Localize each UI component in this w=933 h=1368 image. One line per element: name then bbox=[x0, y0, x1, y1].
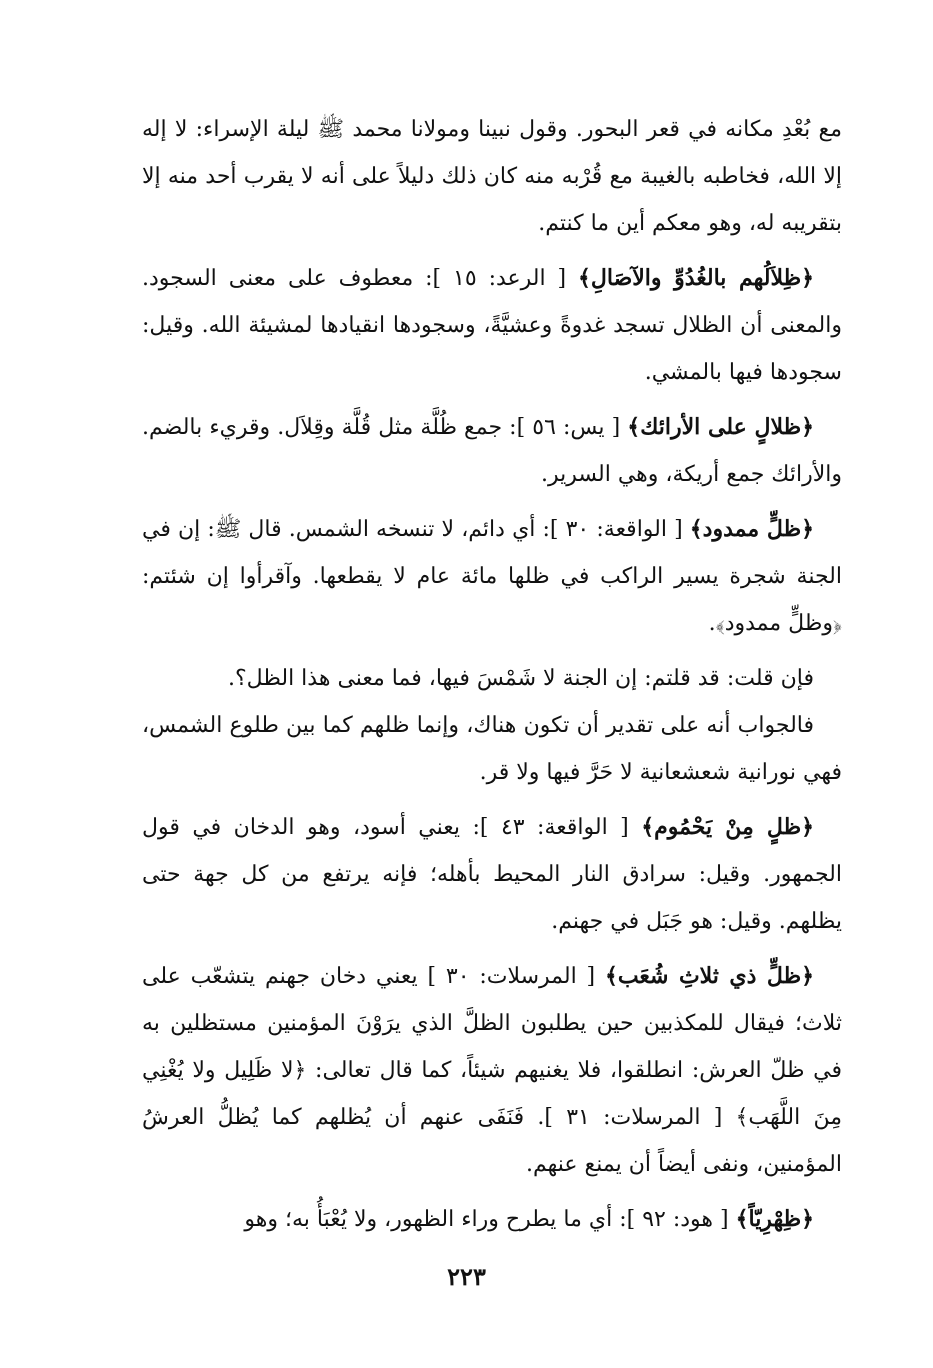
paragraph-2 bbox=[142, 255, 842, 396]
paragraph-4-text: [ الواقعة: ٣٠ ]: أي دائم، لا تنسخه الشمس. قال ﷺ: إن في الجنة شجرة يسير الراكب في ظلها مائة عام لا يقطعها. وآقرأوا إن شئتم: ﴿وظلٍّ ممدود﴾. bbox=[142, 517, 842, 636]
quran-term-7: ﴿ظلٍ مِنْ يَحْمُوم﴾ bbox=[641, 814, 814, 840]
paragraph-7 bbox=[142, 804, 842, 945]
paragraph-2-text: [ الرعد: ١٥ ]: معطوف على معنى السجود. والمعنى أن الظلال تسجد غدوةً وعشيَّةً، وسجودها انقيادها لمشيئة الله. وقيل: سجودها فيها بالمشي. bbox=[142, 266, 842, 385]
paragraph-9-text: [ هود: ٩٢ ]: أي ما يطرح وراء الظهور، ولا يُعْبَأُ به؛ وهو bbox=[244, 1207, 736, 1232]
paragraph-6-text: فالجواب أنه على تقدير أن تكون هناك، وإنما ظلهم كما بين طلوع الشمس، فهي نورانية شعشعانية لا حَرَّ فيها ولا قر. bbox=[142, 713, 842, 785]
quran-term-9: ﴿ظِهْرِيّاً﴾ bbox=[735, 1206, 814, 1232]
quran-term-3: ﴿ظلالٍ على الأرائك﴾ bbox=[627, 414, 814, 440]
paragraph-1 bbox=[142, 106, 842, 247]
paragraph-5 bbox=[142, 655, 842, 702]
quran-term-4: ﴿ظلٍّ ممدود﴾ bbox=[689, 516, 814, 542]
quran-term-2: ﴿ظِلاَلُهم بالغُدُوِّ والآصَالِ﴾ bbox=[578, 265, 814, 291]
paragraph-4 bbox=[142, 506, 842, 647]
paragraph-6 bbox=[142, 702, 842, 796]
quran-term-8: ﴿ظلٍّ ذي ثلاثِ شُعَب﴾ bbox=[604, 963, 814, 989]
paragraph-8 bbox=[142, 953, 842, 1188]
paragraph-7-text: [ الواقعة: ٤٣ ]: يعني أسود، وهو الدخان في قول الجمهور. وقيل: سرادق النار المحيط بأهله؛ فإنه يرتفع من كل جهة حتى يظلهم. وقيل: هو جَبَل في جهنم. bbox=[142, 815, 842, 934]
page-number: ٢٢٣ bbox=[447, 1262, 486, 1291]
paragraph-5-text: فإن قلت: قد قلتم: إن الجنة لا شَمْسَ فيها، فما معنى هذا الظل؟. bbox=[228, 666, 814, 691]
page-text bbox=[142, 106, 842, 1243]
paragraph-8-text: [ المرسلات: ٣٠ ] يعني دخان جهنم يتشعّب على ثلاث؛ فيقال للمكذبين حين يطلبون الظلَّ الذي يرَوْنَ المؤمنين مستظلين به في ظلّ العرش: انطلقوا، فلا يغنيهم شيئاً، كما قال تعالى: ﴿لا ظَلِيل ولا يُغْنِي مِنَ اللَّهَب﴾ [ المرسلات: ٣١ ]. فَنَفَى عنهم أن يُظلهم كما يُظلُّ العرشُ المؤمنين، ونفى أيضاً أن يمنع عنهم. bbox=[142, 964, 842, 1177]
paragraph-3 bbox=[142, 404, 842, 498]
paragraph-3-text: [ يس: ٥٦ ]: جمع ظُلَّة مثل قُلَّة وقِلاَل. وقريء بالضم. والأرائك جمع أريكة، وهي السرير. bbox=[142, 415, 842, 487]
paragraph-1-text: مع بُعْدِ مكانه في قعر البحور. وقول نبينا ومولانا محمد ﷺ ليلة الإسراء: لا إله إلا الله، فخاطبه بالغيبة مع قُرْبه منه كان ذلك دليلاً على أنه لا يقرب أحد منه إلا بتقريبه له، وهو معكم أين ما كنتم. bbox=[142, 117, 842, 236]
paragraph-9 bbox=[142, 1196, 842, 1243]
